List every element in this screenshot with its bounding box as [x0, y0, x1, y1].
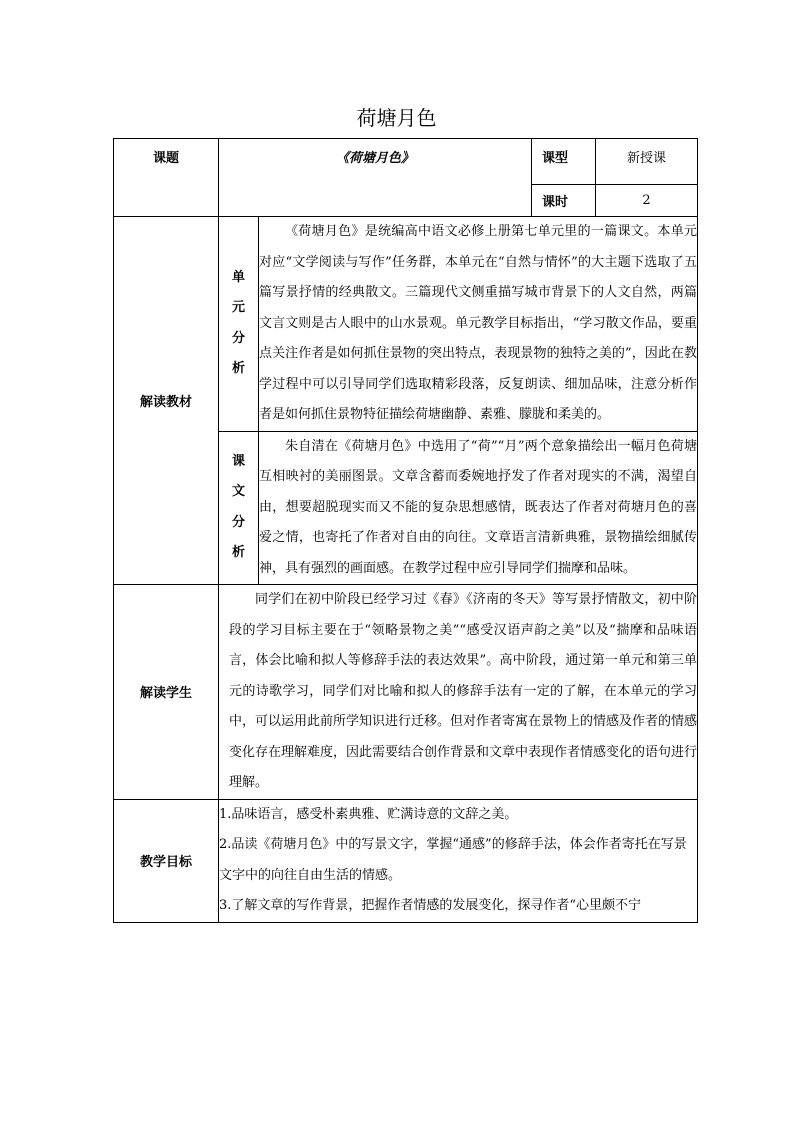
type-value: 新授课	[596, 139, 698, 185]
material-label: 解读教材	[114, 217, 219, 585]
header-row-1	[114, 139, 698, 185]
goals-list	[219, 799, 698, 922]
material-unit-row	[114, 217, 698, 432]
goals-row	[114, 799, 698, 922]
hours-label: 课时	[532, 185, 596, 217]
topic-value: 《荷塘月色》	[219, 139, 532, 217]
goal-item: 2.品读《荷塘月色》中的写景文字，掌握“通感”的修辞手法，体会作者寄托在写景文字中的向往自由生活的情感。	[219, 837, 687, 883]
lesson-plan-table	[113, 138, 698, 923]
goals-label: 教学目标	[114, 799, 219, 922]
students-text: 同学们在初中阶段已经学习过《春》《济南的冬天》等写景抒情散文，初中阶段的学习目标主要在于“领略景物之美”“感受汉语声韵之美”以及“揣摩和品味语言，体会比喻和拟人等修辞手法的表达效果”。高中阶段，通过第一单元和第三单元的诗歌学习，同学们对比喻和拟人的修辞手法有一定的了解，在本单元的学习中，可以运用此前所学知识进行迁移。但对作者寄寓在景物上的情感及作者的情感变化存在理解难度，因此需要结合创作背景和文章中表现作者情感变化的语句进行理解。	[219, 585, 698, 800]
unit-analysis-label: 单 元 分 析	[219, 217, 259, 432]
page-title: 荷塘月色	[356, 106, 437, 130]
students-row	[114, 585, 698, 800]
text-analysis-label: 课 文 分 析	[219, 431, 259, 585]
type-label: 课型	[532, 139, 596, 185]
hours-value: 2	[596, 185, 698, 217]
goal-item: 3.了解文章的写作背景，把握作者情感的发展变化，探寻作者“心里颇不宁	[219, 898, 642, 913]
students-label: 解读学生	[114, 585, 219, 800]
unit-analysis-text: 《荷塘月色》是统编高中语文必修上册第七单元里的一篇课文。本单元对应“文学阅读与写作”任务群，本单元在“自然与情怀”的大主题下选取了五篇写景抒情的经典散文。三篇现代文侧重描写城市背景下的人文自然，两篇文言文则是古人眼中的山水景观。单元教学目标指出，“学习散文作品，要重点关注作者是如何抓住景物的突出特点，表现景物的独特之美的”，因此在教学过程中可以引导同学们选取精彩段落，反复朗读、细加品味，注意分析作者是如何抓住景物特征描绘荷塘幽静、素雅、朦胧和柔美的。	[259, 217, 698, 432]
topic-label: 课题	[114, 139, 219, 217]
goal-item: 1.品味语言，感受朴素典雅、贮满诗意的文辞之美。	[219, 806, 518, 822]
text-analysis-text: 朱自清在《荷塘月色》中选用了“荷”“月”两个意象描绘出一幅月色荷塘互相映衬的美丽图景。文章含蓄而委婉地抒发了作者对现实的不满，渴望自由，想要超脱现实而又不能的复杂思想感情，既表达了作者对荷塘月色的喜爱之情，也寄托了作者对自由的向往。文章语言清新典雅，景物描绘细腻传神，具有强烈的画面感。在教学过程中应引导同学们揣摩和品味。	[259, 431, 698, 585]
